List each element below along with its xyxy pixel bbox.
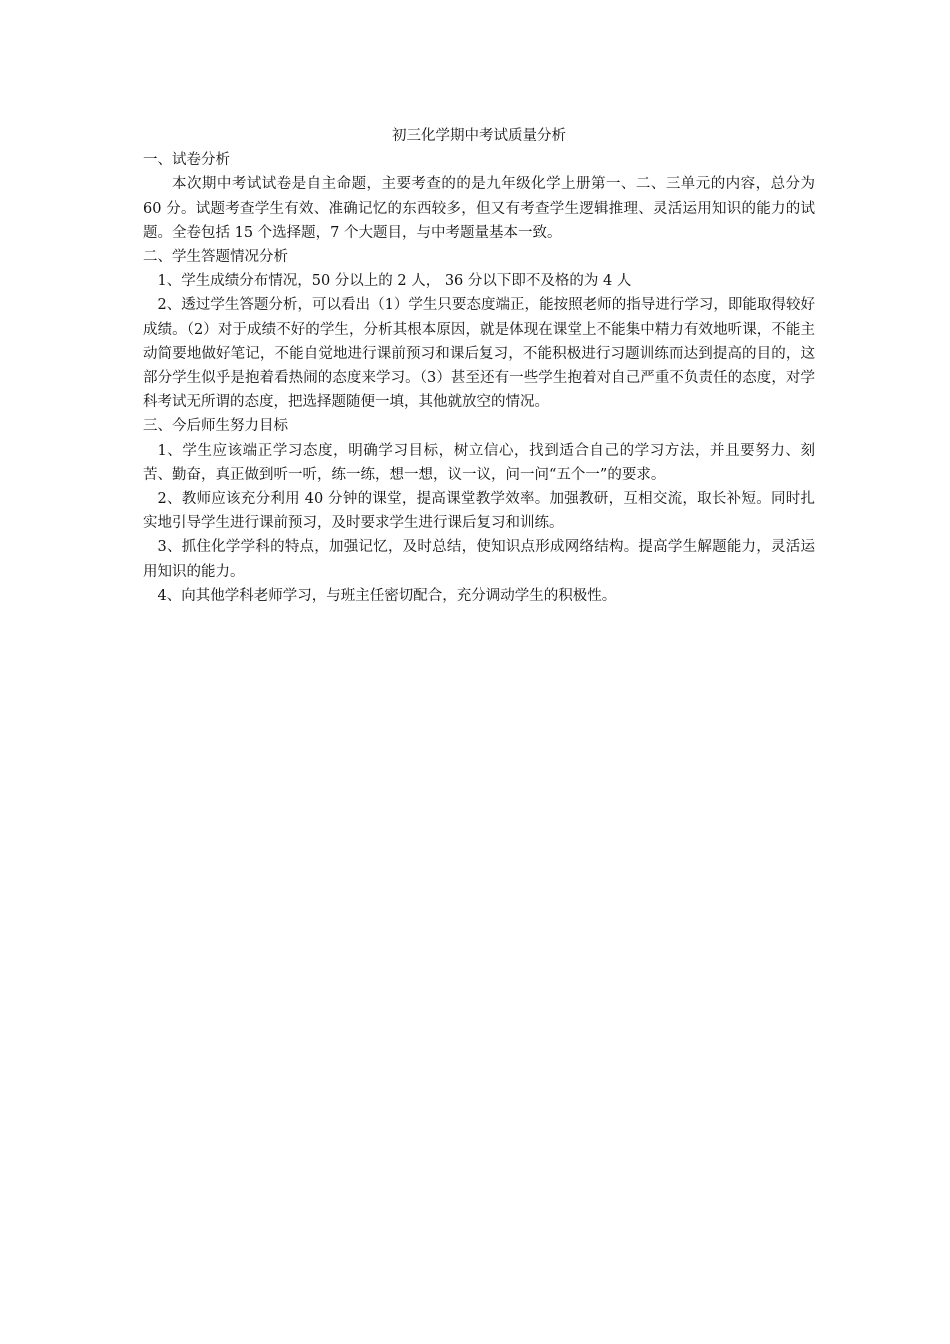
document-title: 初三化学期中考试质量分析 — [392, 128, 566, 144]
document-page — [143, 124, 815, 608]
paragraph-goal-cooperation: 4、向其他学科老师学习，与班主任密切配合，充分调动学生的积极性。 — [157, 587, 617, 604]
paragraph-goal-teachers: 2、教师应该充分利用 40 分钟的课堂，提高课堂教学效率。加强教研，互相交流，取长补短。同时扎实地引导学生进行课前预习，及时要求学生进行课后复习和训练。 — [143, 491, 815, 532]
paragraph-goal-subject: 3、抓住化学学科的特点，加强记忆，及时总结，使知识点形成网络结构。提高学生解题能力，灵活运用知识的能力。 — [143, 539, 815, 580]
paragraph-exam-overview: 本次期中考试试卷是自主命题，主要考查的的是九年级化学上册第一、二、三单元的内容，总分为 60 分。试题考查学生有效、准确记忆的东西较多，但又有考查学生逻辑推理、灵活运用知识的能力的试题。全卷包括 15 个选择题，7 个大题目，与中考题量基本一致。 — [143, 176, 815, 241]
paragraph-goal-students: 1、学生应该端正学习态度，明确学习目标，树立信心，找到适合自己的学习方法，并且要努力、刻苦、勤奋，真正做到听一听，练一练，想一想，议一议，问一问“五个一”的要求。 — [143, 442, 815, 483]
section-heading-exam-analysis: 一、试卷分析 — [143, 152, 230, 169]
paragraph-score-distribution: 1、学生成绩分布情况，50 分以上的 2 人， 36 分以下即不及格的为 4 人 — [157, 273, 632, 290]
section-heading-student-answers: 二、学生答题情况分析 — [143, 249, 288, 266]
paragraph-answer-analysis: 2、透过学生答题分析，可以看出（1）学生只要态度端正，能按照老师的指导进行学习，即能取得较好成绩。（2）对于成绩不好的学生，分析其根本原因，就是体现在课堂上不能集中精力有效地听课，不能主动简要地做好笔记，不能自觉地进行课前预习和课后复习，不能积极进行习题训练而达到提高的目的，这部分学生似乎是抱着看热闹的态度来学习。（3）甚至还有一些学生抱着对自己严重不负责任的态度，对学科考试无所谓的态度，把选择题随便一填，其他就放空的情况。 — [143, 297, 815, 411]
section-heading-future-goals: 三、今后师生努力目标 — [143, 418, 288, 435]
